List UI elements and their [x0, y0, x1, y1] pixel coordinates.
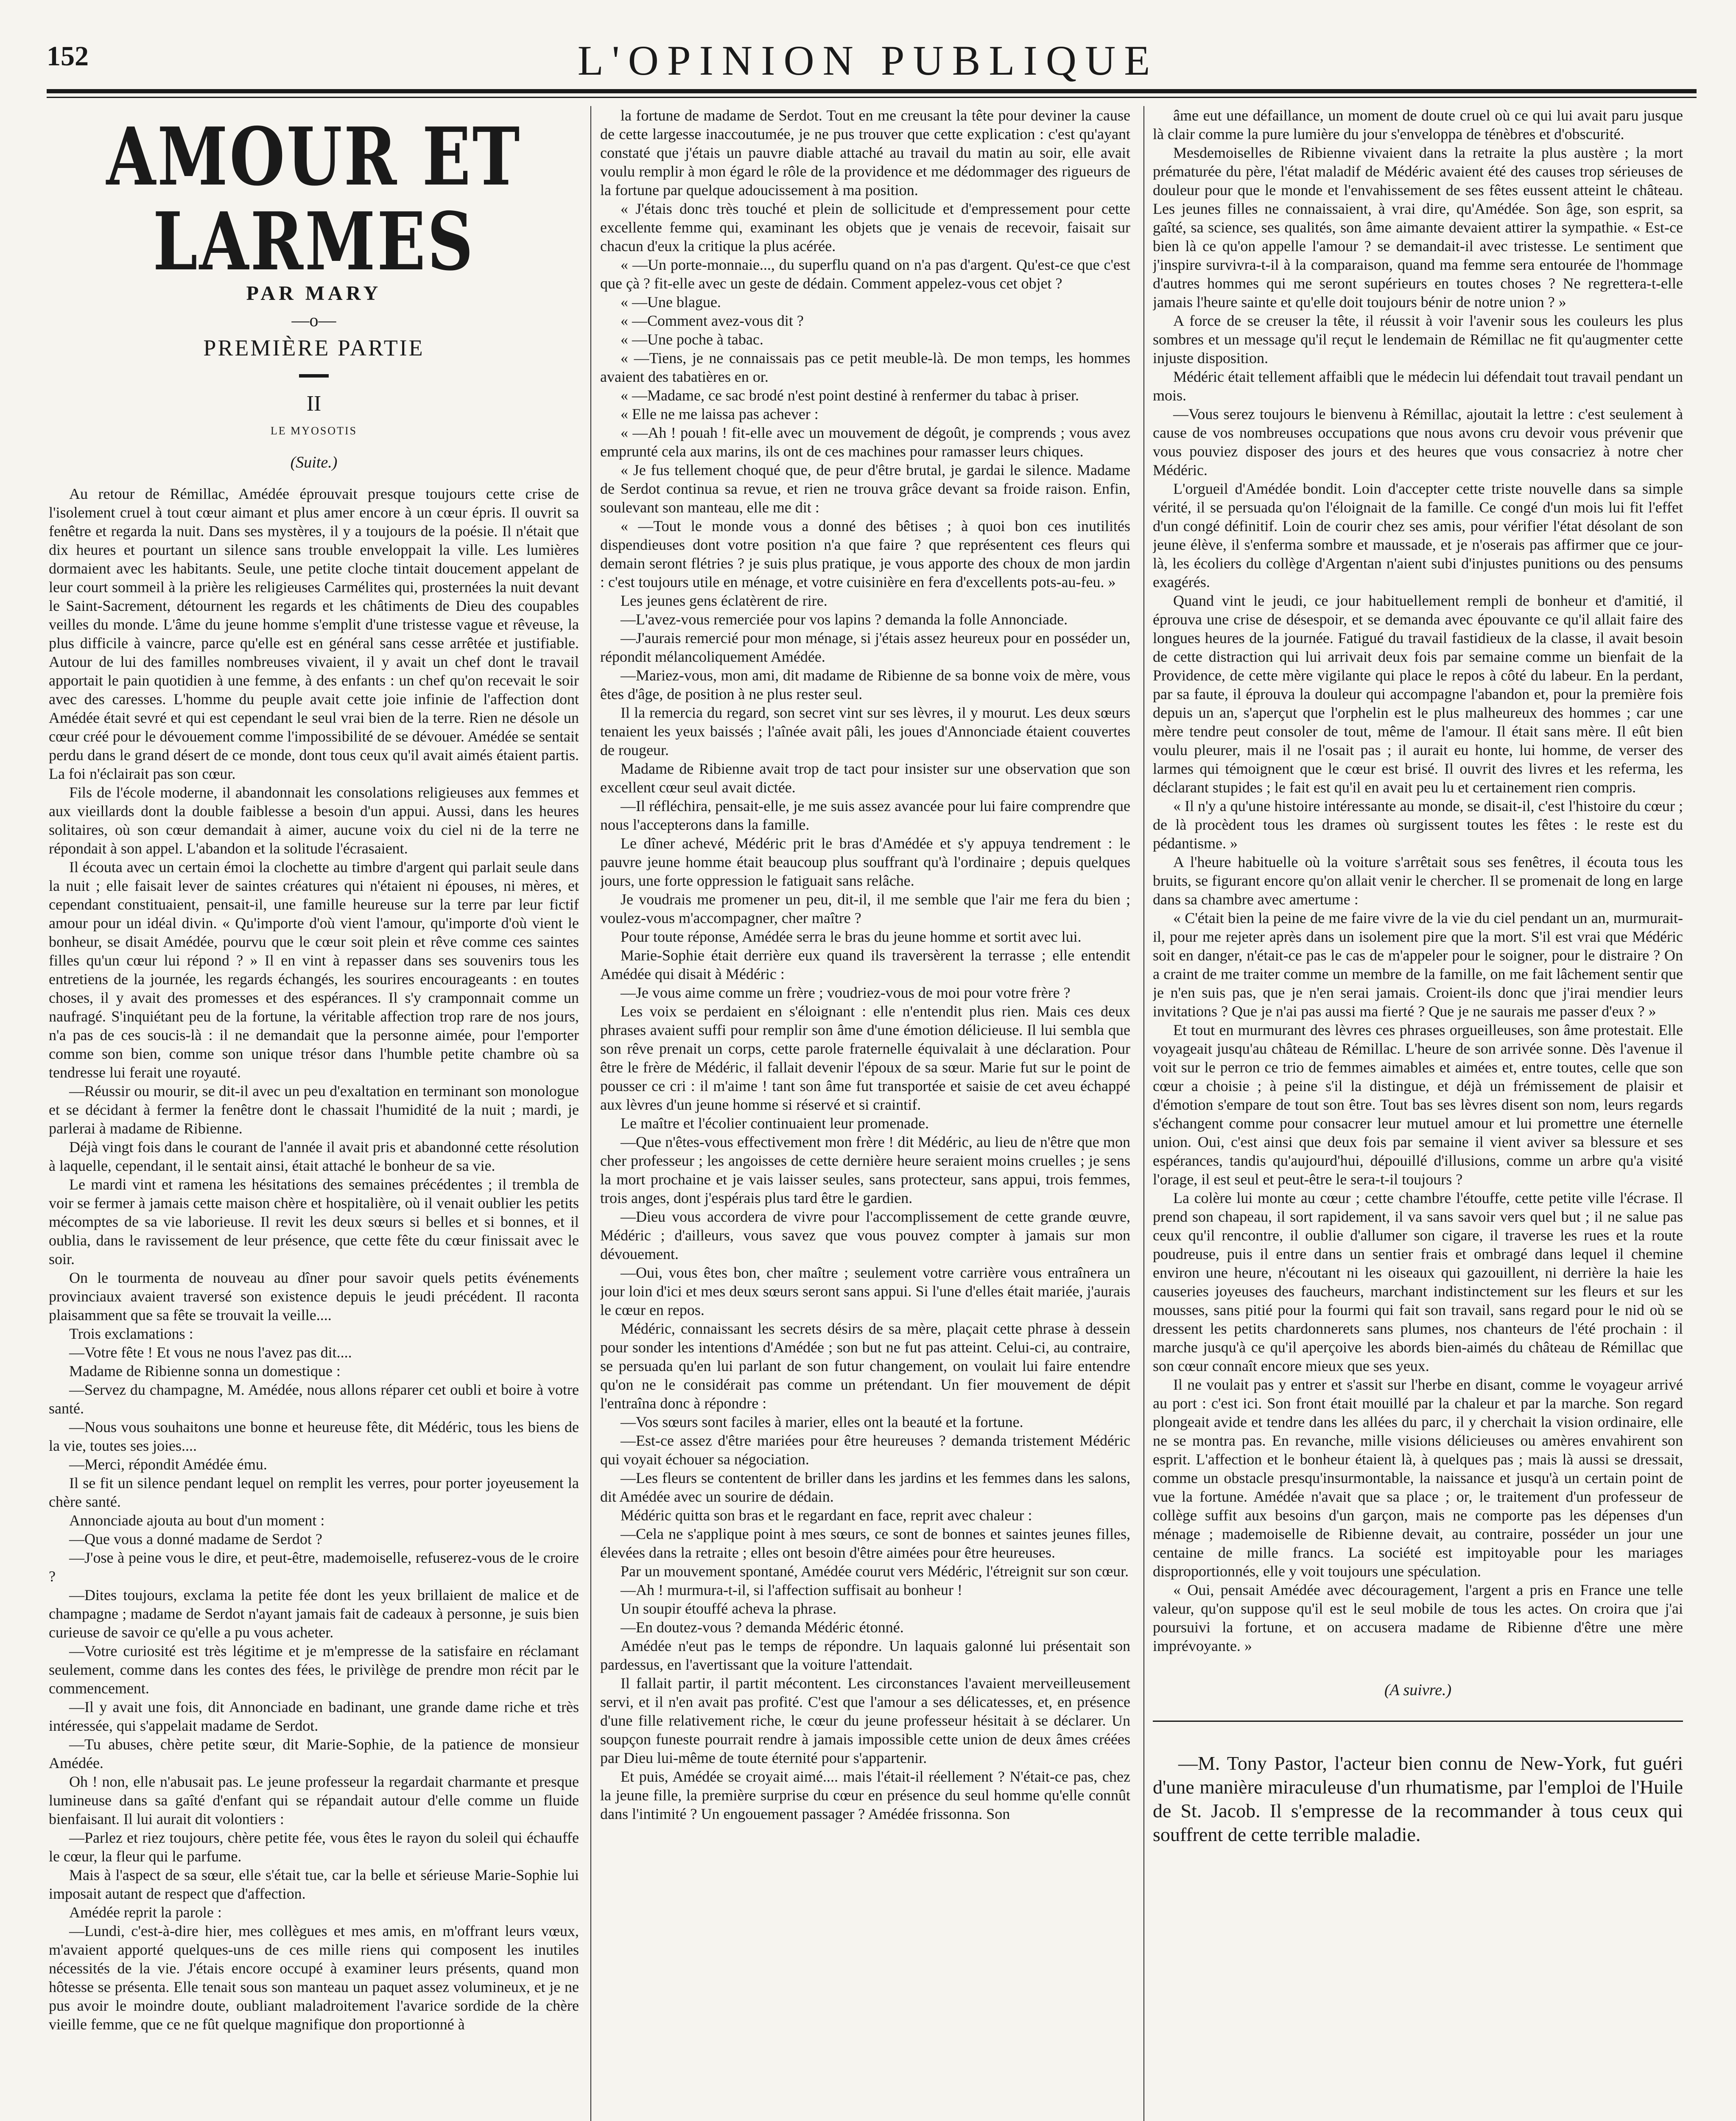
part-heading: PREMIÈRE PARTIE	[203, 335, 425, 361]
paragraph: —Les fleurs se contentent de briller dans les jardins et les femmes dans les salons, dit Amédée avec un sourire de dédain.	[600, 1469, 1130, 1505]
paragraph: —Votre fête ! Et vous ne nous l'avez pas dit....	[69, 1344, 352, 1361]
column-3-body	[1153, 106, 1683, 1655]
paragraph: Trois exclamations :	[69, 1325, 193, 1342]
column-divider	[590, 106, 591, 2121]
paragraph: « —Comment avez-vous dit ?	[621, 312, 804, 329]
paragraph: « —Un porte-monnaie..., du superflu quand on n'a pas d'argent. Qu'est-ce que c'est que çà ? fit-elle avec un geste de dédain. Comment appelez-vous cet objet ?	[600, 256, 1130, 292]
paragraph: Les voix se perdaient en s'éloignant : elle n'entendit plus rien. Mais ces deux phrases avaient suffi pour remplir son âme d'une émotion délicieuse. Il lui sembla que son rêve prenait un corps, cette parole fraternelle équivalait à une déclaration. Pour être le frère de Médéric, il fallait devenir l'époux de sa sœur. Marie fut sur le point de pousser ce cri : il m'aime ! tant son âme fut transportée et saisie de cet aveu échappé aux lèvres d'un jeune homme si réservé et si craintif.	[600, 1003, 1130, 1113]
masthead-rule	[47, 89, 1697, 93]
paragraph: Marie-Sophie était derrière eux quand ils traversèrent la terrasse ; elle entendit Amédée qui disait à Médéric :	[600, 947, 1130, 982]
paragraph: La colère lui monte au cœur ; cette chambre l'étouffe, cette petite ville l'écrase. Il prend son chapeau, il sort rapidement, il va sans savoir vers quel but ; il ne salue pas ceux qu'il rencontre, il oublie d'allumer son cigare, il traverse les rues et la route poudreuse, puis il entre dans un sentier frais et ombragé dans lequel il chemine environ une heure, n'écoutant ni les oiseaux qui gazouillent, ni derrière la haie les causeries joyeuses des faucheurs, marchant indistinctement sur les fleurs et sur les mousses, sans pitié pour la fourmi qui fait son travail, sans regard pour le nid où se dressent les petits chardonnerets sans plumes, nos chanteurs de l'été prochain : il marche jusqu'à ce qu'il aperçoive les abords bien-aimés du château de Rémillac que son cœur connaît encore mieux que ses yeux.	[1153, 1189, 1683, 1374]
paragraph: « —Tiens, je ne connaissais pas ce petit meuble-là. De mon temps, les hommes avaient des tabatières en or.	[600, 350, 1130, 385]
column-2	[600, 106, 1130, 2121]
paragraph: —Nous vous souhaitons une bonne et heureuse fête, dit Médéric, tous les biens de la vie, toutes ses joies....	[49, 1419, 579, 1454]
paragraph: Médéric quitta son bras et le regardant en face, reprit avec chaleur :	[621, 1507, 1032, 1524]
story-title: AMOUR ET LARMES	[106, 110, 522, 288]
column-divider	[1143, 106, 1144, 2121]
to-be-continued: (A suivre.)	[1384, 1681, 1452, 1699]
paragraph: Mesdemoiselles de Ribienne vivaient dans la retraite la plus austère ; la mort prématurée du père, l'état maladif de Médéric avaient été des causes trop sérieuses de douleur pour que le monde et l'envahissement de ses fêtes eussent atteint le château. Les jeunes filles ne connaissaient, à vrai dire, qu'Amédée. Son âge, son esprit, sa gaîté, sa science, ses qualités, son âme aimante devaient attirer la sympathie. « Est-ce bien là ce qu'on appelle l'amour ? se demandait-il avec tristesse. Le sentiment que j'inspire survivra-t-il à la comparaison, quand ma femme sera entourée de l'hommage d'autres hommes qui me seront supérieurs en toutes choses ? Ne regrettera-t-elle jamais l'heure sainte et qu'elle doit toujours bénir de notre union ? »	[1153, 144, 1683, 311]
advertisement-notice	[1153, 1752, 1683, 1847]
paragraph: —J'aurais remercié pour mon ménage, si j'étais assez heureux pour en posséder un, répondit mélancoliquement Amédée.	[600, 630, 1130, 665]
paragraph: Médéric était tellement affaibli que le médecin lui défendait tout travail pendant un mois.	[1153, 368, 1683, 404]
paragraph: « C'était bien la peine de me faire vivre de la vie du ciel pendant un an, murmurait-il, pour me rejeter après dans un isolement pire que la mort. S'il est vrai que Médéric soit en danger, n'était-ce pas le cas de m'appeler pour le soigner, pour le distraire ? On a craint de me traiter comme un membre de la famille, on me fait lâchement sentir que je n'en suis pas, que je n'en serai jamais. Croient-ils donc que j'irai mendier leurs invitations ? Que je n'ai pas aussi ma fierté ? Que je ne saurais me passer d'eux ? »	[1153, 909, 1683, 1020]
paragraph: Il se fit un silence pendant lequel on remplit les verres, pour porter joyeusement la chère santé.	[49, 1475, 579, 1510]
paragraph: —Il y avait une fois, dit Annonciade en badinant, une grande dame riche et très intéressée, qui s'appelait madame de Serdot.	[49, 1698, 579, 1734]
masthead: L'OPINION PUBLIQUE	[577, 37, 1159, 84]
paragraph: —Servez du champagne, M. Amédée, nous allons réparer cet oubli et boire à votre santé.	[49, 1381, 579, 1417]
paragraph: Pour toute réponse, Amédée serra le bras du jeune homme et sortit avec lui.	[621, 928, 1082, 945]
paragraph: âme eut une défaillance, un moment de doute cruel où ce qui lui avait paru jusque là clair comme la pure lumière du jour s'enveloppa de ténèbres et d'obscurité.	[1153, 107, 1683, 143]
paragraph: « Je fus tellement choqué que, de peur d'être brutal, je gardai le silence. Madame de Serdot continua sa revue, et rien ne trouva grâce devant sa froide raison. Enfin, soulevant son manteau, elle me dit :	[600, 462, 1130, 516]
paragraph: —Votre curiosité est très légitime et je m'empresse de la satisfaire en réclamant seulement, comme dans les contes des fées, le privilège de prendre mon récit par le commencement.	[49, 1643, 579, 1697]
paragraph: Et tout en murmurant des lèvres ces phrases orgueilleuses, son âme protestait. Elle voyageait jusqu'au château de Rémillac. L'heure de son arrivée sonne. Dès l'avenue il voit sur le perron ce trio de femmes aimables et aimées et, entre toutes, celle que son cœur a choisie ; à peine s'il la distingue, et déjà un frémissement de plaisir et d'émotion s'empare de tout son être. Tout bas ses lèvres disent son nom, leurs regards s'échangent comme pour consacrer leur mutuel amour et lui promettre une éternelle union. Oui, c'est ainsi que deux fois par semaine il vient aviver sa blessure et ses espérances, tandis qu'aujourd'hui, dépouillé d'illusions, comme un arbre qu'a visité l'orage, il est seul et peut-être le sera-t-il toujours ?	[1153, 1021, 1683, 1188]
masthead-rule-thin	[47, 97, 1697, 98]
paragraph: « —Ah ! pouah ! fit-elle avec un mouvement de dégoût, je comprends ; vous avez emprunté cela aux marins, ils ont de ces machines pour ramasser leurs chiques.	[600, 424, 1130, 460]
paragraph: Il fallait partir, il partit mécontent. Les circonstances l'avaient merveilleusement servi, et il n'en avait pas profité. C'est que l'amour a ses délicatesses, et, en présence d'une fille relativement riche, le cœur du jeune professeur hésitait à se déclarer. Un soupçon funeste pourrait rendre à jamais impossible cette union de deux âmes créées par Dieu lui-même de toute éternité pour s'appartenir.	[600, 1675, 1130, 1766]
paragraph: Médéric, connaissant les secrets désirs de sa mère, plaçait cette phrase à dessein pour sonder les intentions d'Amédée ; son but ne fut pas atteint. Celui-ci, au contraire, se persuada qu'en lui parlant de son futur changement, on voulait lui faire entendre qu'on ne le considérait pas comme un prétendant. Un fier mouvement de dépit l'entraîna donc à répondre :	[600, 1320, 1130, 1412]
end-rule	[1153, 1721, 1683, 1722]
paragraph: —En doutez-vous ? demanda Médéric étonné.	[621, 1619, 904, 1636]
paragraph: On le tourmenta de nouveau au dîner pour savoir quels petits événements provinciaux avaient traversé son existence depuis le jeudi précédent. Il raconta plaisamment que sa fête se trouvait la veille....	[49, 1269, 579, 1324]
paragraph: Amédée n'eut pas le temps de répondre. Un laquais galonné lui présentait son pardessus, en l'avertissant que la voiture l'attendait.	[600, 1637, 1130, 1673]
paragraph: —Lundi, c'est-à-dire hier, mes collègues et mes amis, en m'offrant leurs vœux, m'avaient apporté quelques-uns de ces mille riens qui composent les inutiles nécessités de la vie. J'étais encore occupé à examiner leurs présents, quand mon hôtesse se présenta. Elle tenait sous son manteau un paquet assez volumineux, et je ne pus avoir le moindre doute, oubliant maladroitement l'avarice sordide de la chère vieille femme, que ce ne fût quelque magnifique don proportionné à	[49, 1922, 579, 2033]
paragraph: —Ah ! murmura-t-il, si l'affection suffisait au bonheur !	[621, 1581, 962, 1598]
paragraph: Le mardi vint et ramena les hésitations des semaines précédentes ; il trembla de voir se fermer à jamais cette maison chère et hospitalière, où il venait oublier les petits mécomptes de sa vie laborieuse. Il revit les deux sœurs si belles et si bonnes, et il oublia, dans le ravissement de leur présence, que cette fête du cœur finissait avec le soir.	[49, 1176, 579, 1268]
paragraph: —Que n'êtes-vous effectivement mon frère ! dit Médéric, au lieu de n'être que mon cher professeur ; les angoisses de cette dernière heure seraient moins cruelles ; je sens la mort prochaine et je vais laisser seules, sans protecteur, sans appui, trois femmes, trois anges, dont j'espérais plus tard être le gardien.	[600, 1133, 1130, 1206]
page-number: 152	[47, 41, 89, 72]
paragraph: —Cela ne s'applique point à mes sœurs, ce sont de bonnes et saintes jeunes filles, élevées dans la retraite ; elles ont besoin d'être aimées pour être heureuses.	[600, 1525, 1130, 1561]
paragraph: —Vos sœurs sont faciles à marier, elles ont la beauté et la fortune.	[621, 1413, 1023, 1430]
paragraph: Quand vint le jeudi, ce jour habituellement rempli de bonheur et d'amitié, il éprouva une crise de désespoir, et se demanda avec épouvante ce qu'il allait faire des longues heures de la journée. Fatigué du travail fastidieux de la classe, il avait besoin de cette distraction qui lui arrivait deux fois par semaine comme un bienfait de la Providence, de cette mère vigilante qui place le repos à côté du labeur. En la perdant, par sa faute, il éprouva la douleur qui accompagne l'abandon et, pour la première fois depuis un an, s'aperçut que l'orphelin est le plus malheureux des hommes ; car une mère tendre peut consoler de tout, même de l'amour. Il était sans mère. Il eût bien voulu pleurer, mais il ne l'osait pas ; il aurait eu honte, lui homme, de verser des larmes qui témoignent que le cœur est brisé. Il ouvrit des livres et les referma, les déclarant stupides ; le fait est qu'il en avait peu lu et certainement rien compris.	[1153, 592, 1683, 796]
paragraph: —Dieu vous accordera de vivre pour l'accomplissement de cette grande œuvre, Médéric ; d'ailleurs, vous savez que vous pouvez compter à jamais sur mon dévouement.	[600, 1208, 1130, 1262]
paragraph: —Que vous a donné madame de Serdot ?	[69, 1531, 322, 1547]
paragraph: « J'étais donc très touché et plein de sollicitude et d'empressement pour cette excellente femme qui, examinant les objets que je venais de recevoir, faisait sur chacun d'eux la critique la plus acérée.	[600, 200, 1130, 255]
paragraph: —Mariez-vous, mon ami, dit madame de Ribienne de sa bonne voix de mère, vous êtes d'âge, de position à ne plus rester seul.	[600, 667, 1130, 702]
column-3	[1153, 106, 1683, 2121]
paragraph: Annonciade ajouta au bout d'un moment :	[69, 1512, 325, 1529]
paragraph: —Vous serez toujours le bienvenu à Rémillac, ajoutait la lettre : c'est seulement à cause de vos nombreuses occupations que nous avons cru devoir vous prévenir que vous pouviez disposer des jours et des heures que vous consacriez à notre cher Médéric.	[1153, 406, 1683, 478]
paragraph: —Est-ce assez d'être mariées pour être heureuses ? demanda tristement Médéric qui voyait échouer sa négociation.	[600, 1432, 1130, 1468]
paragraph: L'orgueil d'Amédée bondit. Loin d'accepter cette triste nouvelle dans sa simple vérité, il se persuada qu'on l'éloignait de la famille. Ce congé d'un mois lui fit l'effet d'un congé définitif. Loin de courir chez ses amis, pour vérifier l'état désolant de son jeune élève, il s'enferma sombre et maussade, et je n'oserais pas affirmer que ce jour-là, les écoliers du collège d'Argentan n'aient subi d'injustes punitions ou des pensums exagérés.	[1153, 480, 1683, 590]
paragraph: « —Une poche à tabac.	[621, 331, 763, 348]
paragraph: —Réussir ou mourir, se dit-il avec un peu d'exaltation en terminant son monologue et se décidant à fermer la fenêtre dont le chassait l'humidité de la nuit ; mardi, je parlerai à madame de Ribienne.	[49, 1083, 579, 1137]
paragraph: Il écouta avec un certain émoi la clochette au timbre d'argent qui parlait seule dans la nuit ; elle faisait lever de saintes créatures qui n'étaient ni épouses, ni mères, et cependant constituaient, pensait-il, une famille heureuse sur la terre par leur fictif amour pour un idéal divin. « Qu'importe d'où vient l'amour, qu'importe d'où vient le bonheur, se disait Amédée, pourvu que le cœur soit plein et rêve comme ces saintes filles qu'un cœur lui répond ? » Il en vint à repasser dans ses souvenirs tous les entretiens de la journée, les regards échangés, les sourires encourageants : en toutes choses, il y avait des promesses et des espérances. Il s'y cramponnait comme un naufragé. S'inquiétant peu de la fortune, la véritable affection trop rare de nos jours, n'a pas de ces soucis-là : il ne demandait que la personne aimée, pour l'emporter comme son bien, comme son unique trésor dans l'humble petite chambre où sa tendresse lui ferait une royauté.	[49, 859, 579, 1081]
paragraph: Mais à l'aspect de sa sœur, elle s'était tue, car la belle et sérieuse Marie-Sophie lui imposait autant de respect que d'affection.	[49, 1866, 579, 1902]
suite-note: (Suite.)	[290, 453, 338, 471]
paragraph: —Il réfléchira, pensait-elle, je me suis assez avancée pour lui faire comprendre que nous l'accepterons dans la famille.	[600, 797, 1130, 833]
chapter-number: II	[306, 392, 321, 416]
paragraph: Par un mouvement spontané, Amédée courut vers Médéric, l'étreignit sur son cœur.	[621, 1563, 1129, 1580]
short-rule	[299, 374, 329, 378]
paragraph: —Merci, répondit Amédée ému.	[69, 1456, 267, 1473]
paragraph: Fils de l'école moderne, il abandonnait les consolations religieuses aux femmes et aux vieillards dont la double faiblesse a besoin d'un appui. Aussi, dans les heures solitaires, où son cœur demandait à aimer, aucune voix du ciel ni de la terre ne répondait à son appel. L'abandon et la solitude l'écrasaient.	[49, 784, 579, 857]
paragraph: « —Tout le monde vous a donné des bêtises ; à quoi bon ces inutilités dispendieuses dont votre position n'a que faire ? que représentent ces fleurs qui demain seront flétries ? je suis plus pratique, je vous apporte des choux de mon jardin : c'est toujours utile en ménage, et votre cuisinière en fera d'excellents pots-au-feu. »	[600, 518, 1130, 590]
paragraph: Les jeunes gens éclatèrent de rire.	[621, 592, 827, 609]
paragraph: « —Madame, ce sac brodé n'est point destiné à renfermer du tabac à priser.	[621, 387, 1079, 404]
paragraph: —L'avez-vous remerciée pour vos lapins ? demanda la folle Annonciade.	[621, 611, 1068, 628]
column-1-body	[49, 484, 579, 2034]
paragraph: Il la remercia du regard, son secret vint sur ses lèvres, il y mourut. Les deux sœurs tenaient les yeux baissés ; l'aînée avait pâli, les joues d'Annonciade étaient couvertes de rougeur.	[600, 704, 1130, 758]
paragraph: Amédée reprit la parole :	[69, 1904, 222, 1921]
paragraph: —Tu abuses, chère petite sœur, dit Marie-Sophie, de la patience de monsieur Amédée.	[49, 1736, 579, 1771]
paragraph: « Elle ne me laissa pas achever :	[621, 406, 819, 423]
paragraph: Et puis, Amédée se croyait aimé.... mais l'était-il réellement ? N'était-ce pas, chez la jeune fille, la première surprise du cœur en présence du seul homme qu'elle connût dans l'intimité ? Un engouement passager ? Amédée frissonna. Son	[600, 1768, 1130, 1822]
chapter-subtitle: LE MYOSOTIS	[270, 425, 358, 437]
paragraph: —Oui, vous êtes bon, cher maître ; seulement votre carrière vous entraînera un jour loin d'ici et mes deux sœurs seront sans appui. Si l'une d'elles était mariée, j'aurais le cœur en repos.	[600, 1264, 1130, 1318]
paragraph: Je voudrais me promener un peu, dit-il, il me semble que l'air me fera du bien ; voulez-vous m'accompagner, cher maître ?	[600, 891, 1130, 926]
paragraph: Un soupir étouffé acheva la phrase.	[621, 1600, 837, 1617]
paragraph: Le maître et l'écolier continuaient leur promenade.	[621, 1115, 929, 1132]
paragraph: Madame de Ribienne avait trop de tact pour insister sur une observation que son excellent cœur seul avait dictée.	[600, 760, 1130, 796]
notice-text: —M. Tony Pastor, l'acteur bien connu de New-York, fut guéri d'une manière miraculeuse d'un rhumatisme, par l'emploi de l'Huile de St. Jacob. Il s'empresse de la recommander à tous ceux qui souffrent de cette terrible maladie.	[1153, 1752, 1683, 1845]
paragraph: Déjà vingt fois dans le courant de l'année il avait pris et abandonné cette résolution à laquelle, cependant, il le sentait ainsi, était attaché le bonheur de sa vie.	[49, 1139, 579, 1174]
paragraph: —Dites toujours, exclama la petite fée dont les yeux brillaient de malice et de champagne ; madame de Serdot n'ayant jamais fait de cadeaux à personne, je suis bien curieuse de savoir ce qu'elle a pu vous acheter.	[49, 1587, 579, 1641]
paragraph: Il ne voulait pas y entrer et s'assit sur l'herbe en disant, comme le voyageur arrivé au port : c'est ici. Son front était mouillé par la chaleur et par la marche. Son regard plongeait avide et tendre dans les allées du parc, il y cherchait la vision ordinaire, elle ne se montra pas. En revanche, mille visions délicieuses ou amères envahirent son esprit. L'affection et le bonheur étaient là, à quelques pas ; mais là aussi se dressait, comme un obstacle presqu'insurmontable, la naissance et jusqu'à un certain point de vue la fortune. Amédée n'avait que sa place ; or, le traitement d'un professeur de collège suffit aux besoins d'un garçon, mais ne comporte pas les dépenses d'un ménage ; mademoiselle de Ribienne devait, au contraire, posséder un jour une centaine de mille francs. La société est impitoyable pour les mariages disproportionnés, elle y voit toujours une spéculation.	[1153, 1376, 1683, 1580]
paragraph: la fortune de madame de Serdot. Tout en me creusant la tête pour deviner la cause de cette largesse inaccoutumée, je ne pus trouver que cette explication : c'est qu'ayant constaté que j'étais un pauvre diable attaché au travail du matin au soir, elle avait voulu remplir à mon égard le rôle de la providence et me dédommager des rigueurs de la fortune par quelque adoucissement à ma position.	[600, 107, 1130, 199]
paragraph: —Je vous aime comme un frère ; voudriez-vous de moi pour votre frère ?	[621, 984, 1071, 1001]
paragraph: Le dîner achevé, Médéric prit le bras d'Amédée et s'y appuya tendrement : le pauvre jeune homme était beaucoup plus souffrant qu'à l'ordinaire ; depuis quelques jours, une forte oppression le fatiguait sans relâche.	[600, 835, 1130, 889]
paragraph: A l'heure habituelle où la voiture s'arrêtait sous ses fenêtres, il écouta tous les bruits, se figurant encore qu'on allait venir le chercher. Il se promenait de long en large dans sa chambre avec amertume :	[1153, 853, 1683, 908]
paragraph: —Parlez et riez toujours, chère petite fée, vous êtes le rayon du soleil qui échauffe le cœur, la fleur qui le parfume.	[49, 1829, 579, 1865]
separator-mark: —o—	[291, 311, 336, 330]
paragraph: « Oui, pensait Amédée avec découragement, l'argent a pris en France une telle valeur, qu'on suppose qu'il est le seul mobile de tous les actes. On croira que j'ai poursuivi la fortune, et on accusera madame de Ribienne d'être une mère imprévoyante. »	[1153, 1581, 1683, 1654]
paragraph: A force de se creuser la tête, il réussit à voir l'avenir sous les couleurs les plus sombres et un message qu'il reçut le lendemain de Rémillac ne fit qu'augmenter cette injuste disposition.	[1153, 312, 1683, 367]
paragraph: « —Une blague.	[621, 294, 721, 311]
paragraph: Oh ! non, elle n'abusait pas. Le jeune professeur la regardait charmante et presque lumineuse dans sa gaîté d'enfant qui se répandait autour d'elle comme un fluide bienfaisant. Il lui aurait dit volontiers :	[49, 1773, 579, 1827]
story-byline: PAR MARY	[246, 282, 382, 305]
paragraph: « Il n'y a qu'une histoire intéressante au monde, se disait-il, c'est l'histoire du cœur ; de là procèdent tous les drames où surgissent toutes les fêtes : le reste est du pédantisme. »	[1153, 797, 1683, 852]
paragraph: —J'ose à peine vous le dire, et peut-être, mademoiselle, refuserez-vous de le croire ?	[49, 1549, 579, 1585]
column-1	[49, 106, 579, 2121]
paragraph: Madame de Ribienne sonna un domestique :	[69, 1363, 341, 1379]
column-2-body	[600, 106, 1130, 1823]
paragraph: Au retour de Rémillac, Amédée éprouvait presque toujours cette crise de l'isolement cruel à tout cœur aimant et plus amer encore à un cœur épris. Il ouvrit sa fenêtre et regarda la nuit. Dans ses mystères, il y a toujours de la poésie. Il n'était que dix heures et pourtant un silence sans trouble enveloppait la ville. Les lumières dormaient avec les habitants. Seule, une petite cloche tintait doucement appelant de leur court sommeil à la prière les religieuses Carmélites qui, prosternées la nuit devant le Saint-Sacrement, détournent les regards et les châtiments de Dieu des coupables veilles du monde. L'âme du jeune homme s'emplit d'une tristesse vague et rêveuse, la plus difficile à vaincre, parce qu'elle est en général sans cesse arrêtée et justifiable. Autour de lui des familles nombreuses vivaient, il y avait un chef dont le travail apportait le pain quotidien à une femme, à des enfants : un chef qu'on recevait le soir avec des caresses. L'homme du peuple avait cette joie infinie de l'affection dont Amédée était sevré et qui est cependant le seul vrai bien de la terre. Rien ne désole un cœur créé pour le dévouement comme l'impossibilité de se dévouer. Amédée se sentait perdu dans le grand désert de ce monde, dont tous ceux qu'il avait aimés étaient partis. La foi n'éclairait pas son cœur.	[49, 485, 579, 782]
